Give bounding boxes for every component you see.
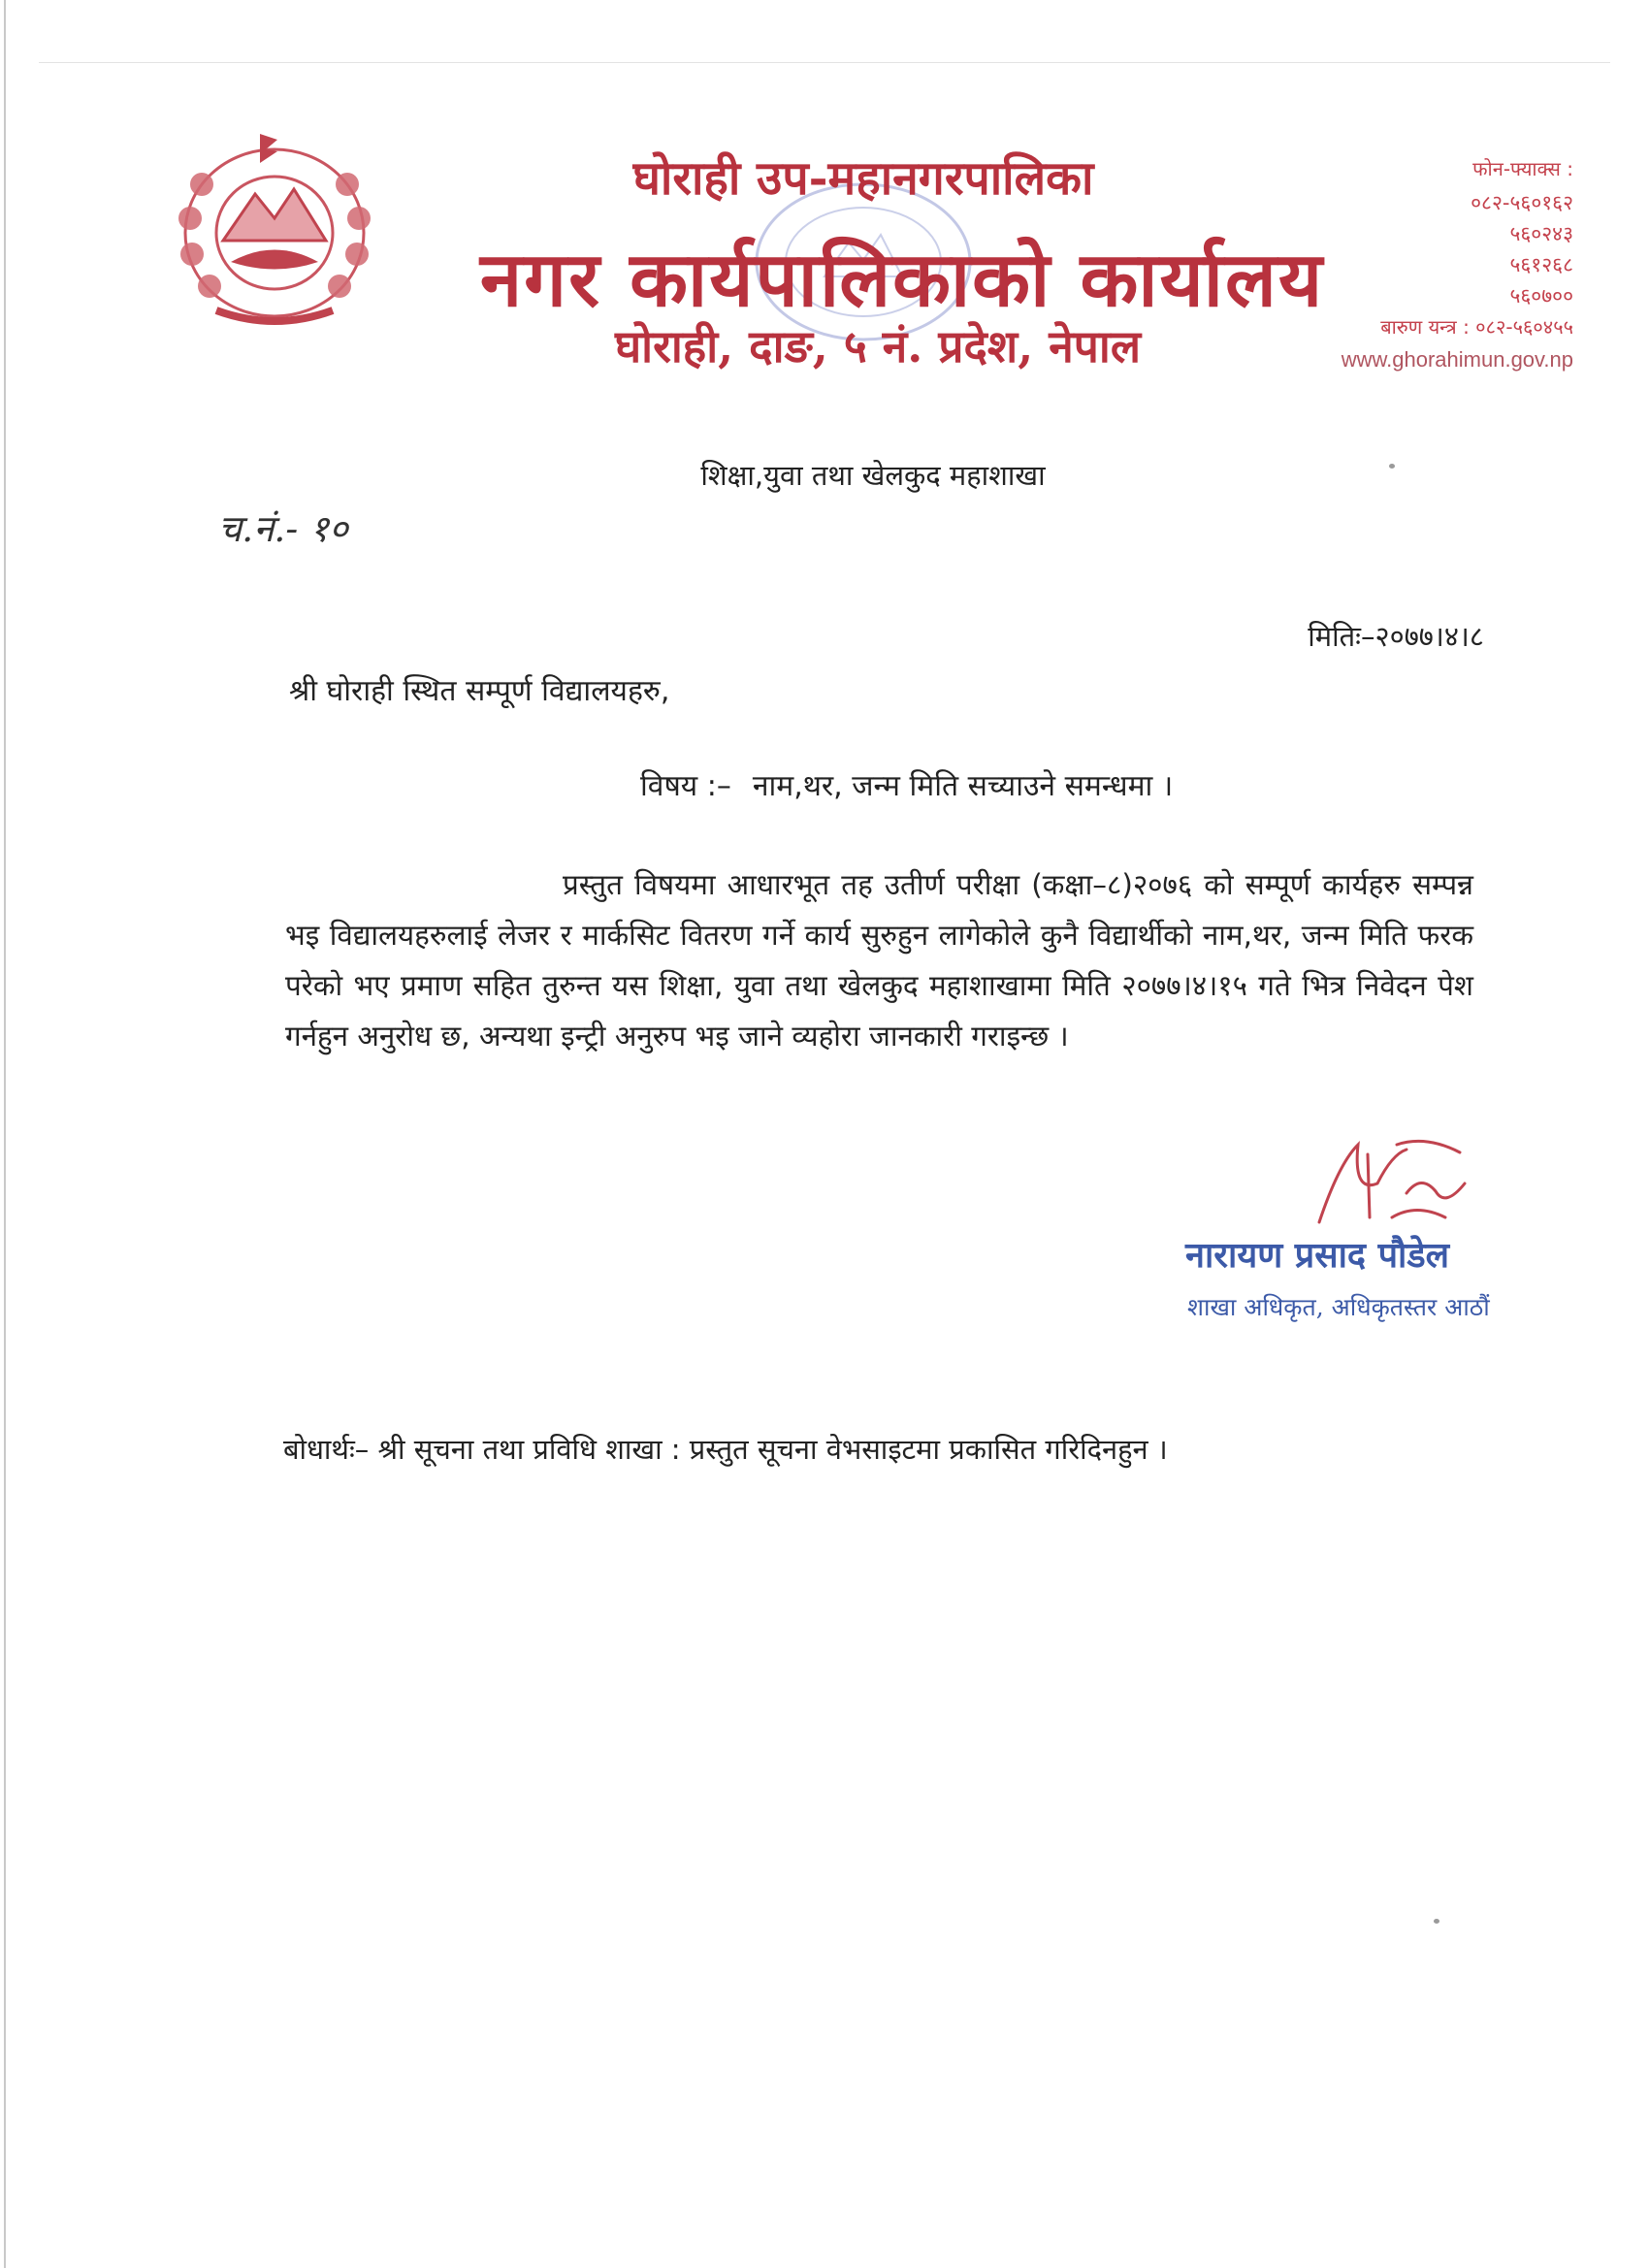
- scan-top-line: [39, 62, 1610, 63]
- subject-text: नाम,थर, जन्म मिति सच्याउने समन्धमा ।: [752, 769, 1174, 803]
- letter-date: मितिः–२०७७।४।८: [1308, 620, 1484, 653]
- municipality-name: घोराही उप-महानगरपालिका: [632, 151, 1094, 206]
- fire-service-number: बारुण यन्त्र : ०८२-५६०४५५: [1380, 315, 1573, 339]
- scan-speck: [1434, 1919, 1439, 1924]
- body-paragraph: [285, 859, 1473, 1061]
- scan-left-edge: [4, 0, 6, 2268]
- office-name: नगर कार्यपालिकाको कार्यालय: [479, 236, 1325, 324]
- office-address: घोराही, दाङ, ५ नं. प्रदेश, नेपाल: [614, 320, 1142, 373]
- department-name: शिक्षा,युवा तथा खेलकुद महाशाखा: [700, 459, 1046, 492]
- subject-line: [640, 764, 1173, 804]
- signer-name: नारायण प्रसाद पौडेल: [1185, 1235, 1450, 1276]
- phone-number: ०८२-५६०१६२: [1471, 191, 1573, 214]
- phone-number: ५६१२६८: [1509, 253, 1573, 276]
- addressee: श्री घोराही स्थित सम्पूर्ण विद्यालयहरु,: [289, 674, 670, 708]
- phone-fax-label: फोन-फ्याक्स :: [1472, 157, 1573, 180]
- website-link[interactable]: www.ghorahimun.gov.np: [1341, 347, 1573, 372]
- phone-number: ५६०२४३: [1509, 222, 1573, 245]
- signer-title: शाखा अधिकृत, अधिकृतस्तर आठौं: [1187, 1293, 1490, 1321]
- phone-number: ५६०७००: [1509, 284, 1573, 308]
- contact-block: [1342, 155, 1573, 373]
- nepal-emblem-icon: [163, 126, 386, 335]
- subject-label: विषय :–: [640, 769, 731, 803]
- scan-speck: [1389, 464, 1395, 469]
- carbon-copy-note: बोधार्थः– श्री सूचना तथा प्रविधि शाखा : प्रस्तुत सूचना वेभसाइटमा प्रकासित गरिदिनहुन ।: [283, 1433, 1168, 1466]
- reference-number: च.नं.- १०: [218, 507, 348, 550]
- body-text: प्रस्तुत विषयमा आधारभूत तह उतीर्ण परीक्षा (कक्षा–८)२०७६ को सम्पूर्ण कार्यहरु सम्पन्न भइ विद्यालयहरुलाई लेजर र मार्कसिट वितरण गर्ने कार्य सुरुहुन लागेकोले कुनै विद्यार्थीको नाम,थर, जन्म मिति फरक परेको भए प्रमाण सहित तुरुन्त यस शिक्षा, युवा तथा खेलकुद महाशाखामा मिति २०७७।४।१५ गते भित्र निवेदन पेश गर्नहुन अनुरोध छ, अन्यथा इन्ट्री अनुरुप भइ जाने व्यहोरा जानकारी गराइन्छ ।: [285, 868, 1473, 1053]
- signature-scribble: [1300, 1125, 1484, 1242]
